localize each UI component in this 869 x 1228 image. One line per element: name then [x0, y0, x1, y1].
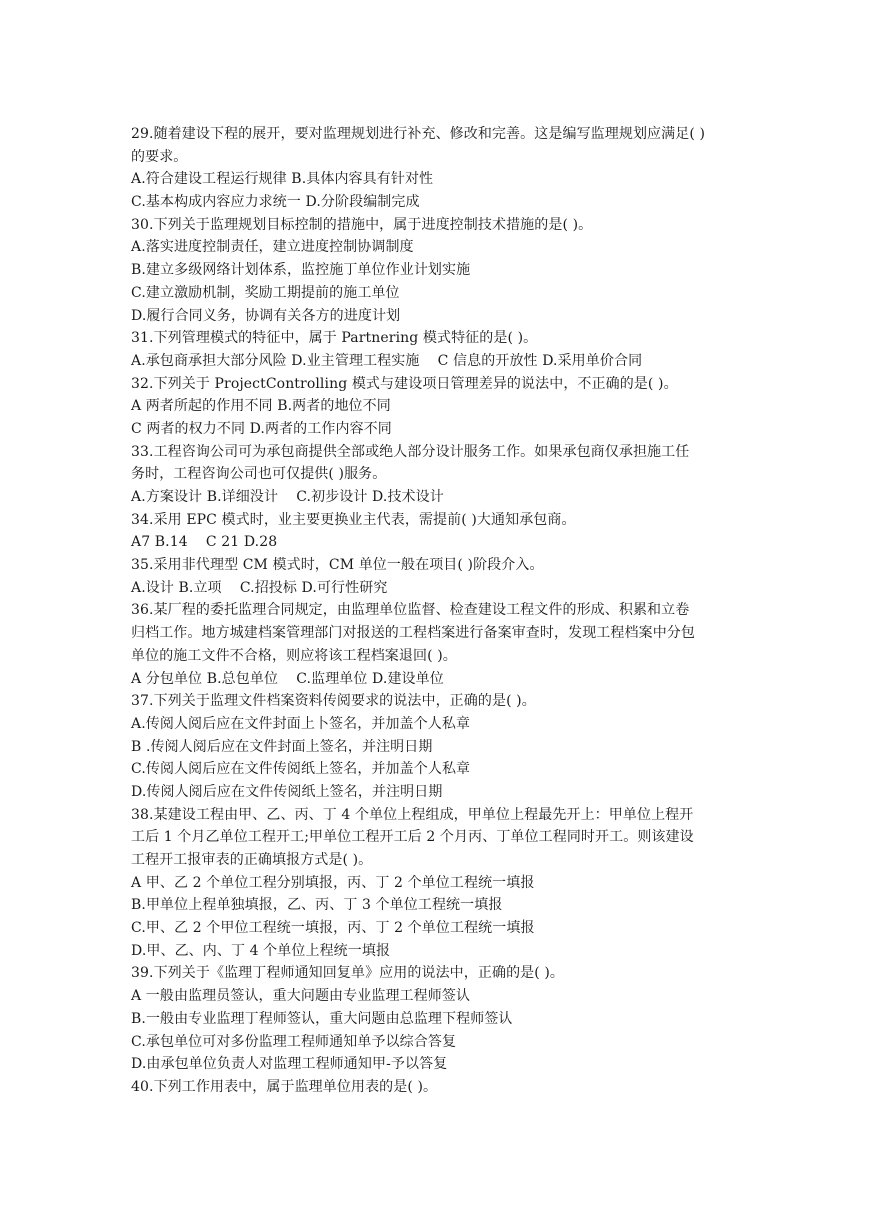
text-line: 单位的施工文件不合格，则应将该工程档案退回( )。	[131, 647, 457, 664]
text-line: B .传阅人阅后应在文件封面上签名，并注明日期	[131, 738, 433, 755]
text-line: A7 B.14 C 21 D.28	[131, 534, 278, 551]
text-line: A.方案设计 B.详细没计 C.初步设计 D.技术设计	[131, 489, 444, 505]
text-line: C.基本构成内容应力求统一 D.分阶段编制完成	[131, 194, 420, 211]
text-line: B.甲单位上程单独填报，乙、丙、丁 3 个单位工程统一填报	[131, 897, 503, 914]
text-line: A.承包商承担大部分风险 D.业主管理工程实施 C 信息的开放性 D.采用单价合同	[131, 352, 643, 369]
text-line: 32.下列关于 ProjectControlling 模式与建设项日管理差异的说法中，不正确的是( )。	[131, 375, 678, 392]
text-line: D.传阅人阅后应在文件传阅纸上签名，并注明日期	[131, 783, 443, 800]
text-line: C.承包单位可对多份监理工程师通知单予以综合答复	[131, 1033, 457, 1050]
text-line: D.甲、乙、内、丁 4 个单位上程统一填报	[131, 942, 391, 959]
text-line: A 一般由监理员签认，重大问题由专业监理工程师签认	[131, 988, 471, 1005]
text-line: 40.下列工作用表中，属于监理单位用表的是( )。	[131, 1078, 438, 1095]
text-line: D.由承包单位负责人对监理工程师通知甲-予以答复	[131, 1056, 448, 1073]
text-line: 33.工程咨询公司可为承包商提供全部或绝人部分设计服务工作。如果承包商仅承担施工任	[131, 443, 690, 460]
text-line: 的要求。	[131, 148, 188, 165]
text-line: A.落实进度控制责任，建立进度控制协调制度	[131, 239, 414, 256]
text-line: A 两者所起的作用不同 B.两者的地位不同	[131, 398, 391, 415]
text-line: 39.下列关于《监理丁程师通知回复单》应用的说法中，正确的是( )。	[131, 965, 565, 982]
text-line: 工后 1 个月乙单位工程开工;甲单位工程开工后 2 个月丙、丁单位工程同时开工。则该建设	[131, 829, 694, 846]
text-line: 34.采用 EPC 模式时，业主要更换业主代表，需提前( )大通知承包商。	[131, 511, 576, 528]
text-line: 务时，工程咨询公司也可仅提供( )服务。	[131, 466, 387, 483]
text-line: 37.下列关于监理文件档案资料传阅要求的说法中，正确的是( )。	[131, 693, 536, 710]
text-line: 30.下列关于监理规划目标控制的措施中，属于进度控制技术措施的是( )。	[131, 216, 593, 233]
text-line: 工程开工报审表的正确填报方式是( )。	[131, 852, 373, 868]
text-line: C 两者的权力不同 D.两者的工作内容不同	[131, 420, 392, 437]
text-line: 35.采用非代理型 CM 模式时，CM 单位一般在项目( )阶段介入。	[131, 557, 544, 574]
text-line: 36.某厂程的委托监理合同规定，由监理单位监督、检查建设工程文件的形成、积累和立卷	[131, 602, 690, 619]
text-line: A 分包单位 B.总包单位 C.监理单位 D.建设单位	[131, 670, 444, 687]
text-line: C.甲、乙 2 个甲位工程统一填报，丙、丁 2 个单位工程统一填报	[131, 920, 535, 937]
text-line: B.一般由专业监理丁程师签认，重大问题由总监理下程师签认	[131, 1010, 513, 1027]
document-body	[131, 123, 751, 1099]
text-line: 31.下列管理模式的特征中，属于 Partnering 模式特征的是( )。	[131, 330, 538, 347]
text-line: D.履行合同义务，协调有关各方的进度计划	[131, 307, 401, 324]
text-line: C.传阅人阅后应在文件传阅纸上签名，并加盖个人私章	[131, 761, 471, 778]
text-line: 归档工作。地方城建档案管理部门对报送的工程档案进行备案审查时，发现工程档案中分包	[131, 625, 695, 642]
text-line: A.符合建设工程运行规律 B.具体内容具有针对性	[131, 171, 434, 188]
text-line: C.建立激励机制，奖励工期提前的施工单位	[131, 284, 400, 301]
text-line: A.设计 B.立项 C.招投标 D.可行性研究	[131, 579, 388, 596]
text-line: A.传阅人阅后应在文件封面上卜签名，并加盖个人私章	[131, 715, 471, 732]
text-line: 29.随着建设下程的展开，要对监理规划进行补充、修改和完善。这是编写监理规划应满足( )	[131, 126, 706, 142]
text-line: B.建立多级网络计划体系，监控施丁单位作业计划实施	[131, 262, 471, 279]
text-line: A 甲、乙 2 个单位工程分别填报，丙、丁 2 个单位工程统一填报	[131, 874, 535, 891]
text-line: 38.某建设工程由甲、乙、丙、丁 4 个单位上程组成，甲单位上程最先开上：甲单位上程开	[131, 806, 694, 823]
